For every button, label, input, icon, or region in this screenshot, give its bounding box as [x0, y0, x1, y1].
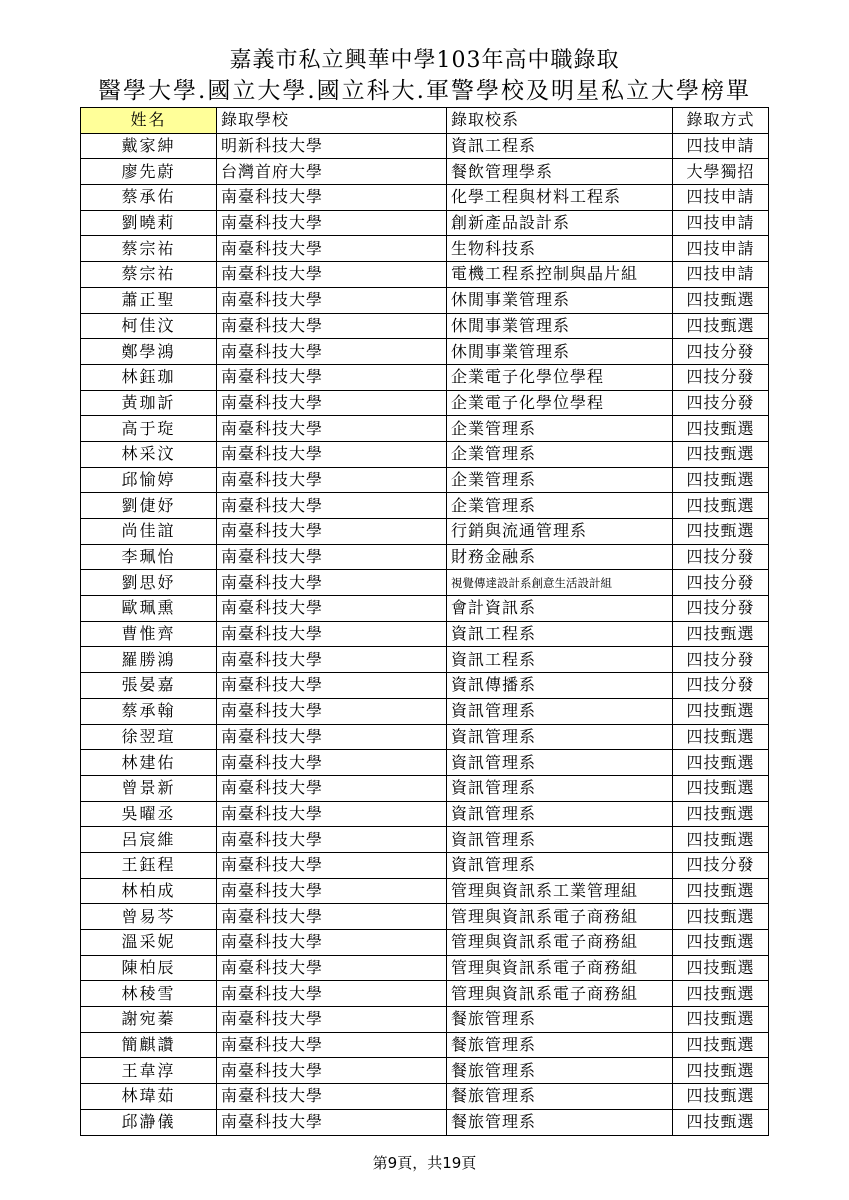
cell-method: 四技甄選 — [673, 955, 769, 981]
table-row — [81, 930, 769, 956]
cell-name: 柯佳汶 — [81, 313, 217, 339]
cell-name: 劉思妤 — [81, 570, 217, 596]
cell-school: 南臺科技大學 — [217, 1007, 447, 1033]
cell-method: 四技甄選 — [673, 724, 769, 750]
cell-department: 資訊管理系 — [447, 698, 673, 724]
table-row — [81, 467, 769, 493]
cell-name: 蔡宗祐 — [81, 236, 217, 262]
cell-name: 徐翌瑄 — [81, 724, 217, 750]
cell-method: 四技甄選 — [673, 1058, 769, 1084]
cell-school: 南臺科技大學 — [217, 364, 447, 390]
cell-name: 鄭學鴻 — [81, 339, 217, 365]
cell-name: 戴家紳 — [81, 133, 217, 159]
cell-name: 高于琁 — [81, 416, 217, 442]
cell-department: 休閒事業管理系 — [447, 339, 673, 365]
table-row — [81, 673, 769, 699]
cell-method: 四技甄選 — [673, 1032, 769, 1058]
cell-school: 南臺科技大學 — [217, 236, 447, 262]
cell-department: 企業管理系 — [447, 467, 673, 493]
cell-department: 電機工程系控制與晶片組 — [447, 262, 673, 288]
cell-method: 四技分發 — [673, 339, 769, 365]
table-row — [81, 364, 769, 390]
cell-school: 南臺科技大學 — [217, 519, 447, 545]
cell-method: 四技甄選 — [673, 930, 769, 956]
cell-name: 廖先蔚 — [81, 159, 217, 185]
cell-school: 南臺科技大學 — [217, 441, 447, 467]
cell-department: 資訊管理系 — [447, 827, 673, 853]
cell-method: 四技甄選 — [673, 467, 769, 493]
header-name: 姓名 — [81, 108, 217, 134]
cell-method: 四技申請 — [673, 133, 769, 159]
cell-name: 王鈺程 — [81, 852, 217, 878]
header-department: 錄取校系 — [447, 108, 673, 134]
cell-name: 蕭正聖 — [81, 287, 217, 313]
cell-school: 南臺科技大學 — [217, 878, 447, 904]
table-row — [81, 1032, 769, 1058]
cell-method: 四技申請 — [673, 210, 769, 236]
cell-department: 企業管理系 — [447, 441, 673, 467]
cell-department: 休閒事業管理系 — [447, 287, 673, 313]
cell-method: 四技甄選 — [673, 801, 769, 827]
table-row — [81, 801, 769, 827]
table-row — [81, 493, 769, 519]
cell-method: 四技分發 — [673, 596, 769, 622]
cell-name: 劉曉莉 — [81, 210, 217, 236]
table-row — [81, 133, 769, 159]
cell-method: 四技分發 — [673, 544, 769, 570]
cell-method: 四技分發 — [673, 673, 769, 699]
cell-department: 視覺傳達設計系創意生活設計組 — [447, 570, 673, 596]
cell-method: 四技甄選 — [673, 493, 769, 519]
cell-department: 企業電子化學位學程 — [447, 364, 673, 390]
cell-name: 林采汶 — [81, 441, 217, 467]
cell-name: 呂宸維 — [81, 827, 217, 853]
cell-school: 南臺科技大學 — [217, 647, 447, 673]
table-row — [81, 313, 769, 339]
cell-name: 簡麒讚 — [81, 1032, 217, 1058]
cell-method: 四技甄選 — [673, 827, 769, 853]
cell-name: 曾易芩 — [81, 904, 217, 930]
cell-department: 餐旅管理系 — [447, 1007, 673, 1033]
table-row — [81, 185, 769, 211]
cell-school: 南臺科技大學 — [217, 467, 447, 493]
cell-department: 管理與資訊系工業管理組 — [447, 878, 673, 904]
cell-method: 四技甄選 — [673, 1084, 769, 1110]
cell-department: 管理與資訊系電子商務組 — [447, 930, 673, 956]
cell-method: 四技甄選 — [673, 1109, 769, 1135]
cell-school: 南臺科技大學 — [217, 390, 447, 416]
cell-school: 南臺科技大學 — [217, 621, 447, 647]
cell-method: 四技甄選 — [673, 287, 769, 313]
cell-name: 尚佳誼 — [81, 519, 217, 545]
table-row — [81, 416, 769, 442]
cell-name: 蔡宗祐 — [81, 262, 217, 288]
table-row — [81, 827, 769, 853]
cell-method: 大學獨招 — [673, 159, 769, 185]
cell-method: 四技甄選 — [673, 750, 769, 776]
cell-method: 四技甄選 — [673, 981, 769, 1007]
cell-name: 邱瀞儀 — [81, 1109, 217, 1135]
cell-method: 四技甄選 — [673, 698, 769, 724]
cell-method: 四技分發 — [673, 390, 769, 416]
cell-department: 餐旅管理系 — [447, 1032, 673, 1058]
table-row — [81, 262, 769, 288]
cell-method: 四技甄選 — [673, 904, 769, 930]
cell-school: 南臺科技大學 — [217, 313, 447, 339]
table-row — [81, 1084, 769, 1110]
cell-school: 南臺科技大學 — [217, 1058, 447, 1084]
cell-department: 化學工程與材料工程系 — [447, 185, 673, 211]
table-row — [81, 159, 769, 185]
cell-method: 四技甄選 — [673, 1007, 769, 1033]
cell-school: 南臺科技大學 — [217, 287, 447, 313]
cell-school: 南臺科技大學 — [217, 801, 447, 827]
cell-method: 四技分發 — [673, 647, 769, 673]
cell-name: 邱愉婷 — [81, 467, 217, 493]
table-row — [81, 750, 769, 776]
cell-department: 資訊工程系 — [447, 621, 673, 647]
cell-method: 四技甄選 — [673, 775, 769, 801]
cell-name: 張晏嘉 — [81, 673, 217, 699]
cell-school: 南臺科技大學 — [217, 544, 447, 570]
cell-name: 謝宛蓁 — [81, 1007, 217, 1033]
table-row — [81, 878, 769, 904]
cell-name: 蔡承翰 — [81, 698, 217, 724]
page-footer: 第9頁，共19頁 — [372, 1154, 477, 1172]
cell-name: 林建佑 — [81, 750, 217, 776]
cell-method: 四技申請 — [673, 262, 769, 288]
cell-school: 南臺科技大學 — [217, 1084, 447, 1110]
cell-department: 休閒事業管理系 — [447, 313, 673, 339]
cell-department: 資訊管理系 — [447, 852, 673, 878]
cell-school: 明新科技大學 — [217, 133, 447, 159]
cell-school: 台灣首府大學 — [217, 159, 447, 185]
cell-school: 南臺科技大學 — [217, 262, 447, 288]
table-row — [81, 570, 769, 596]
cell-school: 南臺科技大學 — [217, 724, 447, 750]
cell-school: 南臺科技大學 — [217, 416, 447, 442]
cell-name: 吳曜丞 — [81, 801, 217, 827]
cell-school: 南臺科技大學 — [217, 827, 447, 853]
cell-school: 南臺科技大學 — [217, 981, 447, 1007]
cell-name: 溫采妮 — [81, 930, 217, 956]
cell-school: 南臺科技大學 — [217, 210, 447, 236]
cell-department: 資訊管理系 — [447, 775, 673, 801]
table-row — [81, 955, 769, 981]
cell-method: 四技甄選 — [673, 416, 769, 442]
cell-name: 曾景新 — [81, 775, 217, 801]
table-row — [81, 339, 769, 365]
table-row — [81, 441, 769, 467]
cell-school: 南臺科技大學 — [217, 775, 447, 801]
cell-school: 南臺科技大學 — [217, 698, 447, 724]
cell-name: 林稜雪 — [81, 981, 217, 1007]
cell-department: 資訊工程系 — [447, 133, 673, 159]
cell-method: 四技甄選 — [673, 519, 769, 545]
table-row — [81, 1058, 769, 1084]
cell-name: 黃珈訢 — [81, 390, 217, 416]
cell-name: 林鈺珈 — [81, 364, 217, 390]
cell-department: 管理與資訊系電子商務組 — [447, 955, 673, 981]
cell-name: 曹惟齊 — [81, 621, 217, 647]
header-method: 錄取方式 — [673, 108, 769, 134]
cell-school: 南臺科技大學 — [217, 339, 447, 365]
table-row — [81, 390, 769, 416]
table-row — [81, 287, 769, 313]
cell-school: 南臺科技大學 — [217, 930, 447, 956]
cell-name: 羅勝鴻 — [81, 647, 217, 673]
table-row — [81, 724, 769, 750]
cell-department: 資訊管理系 — [447, 750, 673, 776]
table-header-row — [81, 108, 769, 134]
document-subtitle: 醫學大學.國立大學.國立科大.軍警學校及明星私立大學榜單 — [98, 78, 751, 104]
cell-method: 四技甄選 — [673, 313, 769, 339]
table-row — [81, 1109, 769, 1135]
table-row — [81, 981, 769, 1007]
table-row — [81, 904, 769, 930]
table-row — [81, 544, 769, 570]
cell-department: 財務金融系 — [447, 544, 673, 570]
cell-method: 四技甄選 — [673, 621, 769, 647]
cell-method: 四技申請 — [673, 236, 769, 262]
cell-school: 南臺科技大學 — [217, 493, 447, 519]
cell-school: 南臺科技大學 — [217, 673, 447, 699]
cell-department: 餐飲管理學系 — [447, 159, 673, 185]
header-school: 錄取學校 — [217, 108, 447, 134]
cell-department: 管理與資訊系電子商務組 — [447, 981, 673, 1007]
cell-school: 南臺科技大學 — [217, 185, 447, 211]
cell-name: 林柏成 — [81, 878, 217, 904]
cell-department: 資訊管理系 — [447, 801, 673, 827]
cell-department: 管理與資訊系電子商務組 — [447, 904, 673, 930]
cell-name: 歐珮熏 — [81, 596, 217, 622]
cell-school: 南臺科技大學 — [217, 750, 447, 776]
cell-school: 南臺科技大學 — [217, 570, 447, 596]
table-row — [81, 647, 769, 673]
table-row — [81, 775, 769, 801]
cell-department: 創新產品設計系 — [447, 210, 673, 236]
cell-department: 企業管理系 — [447, 416, 673, 442]
table-row — [81, 210, 769, 236]
table-row — [81, 236, 769, 262]
cell-school: 南臺科技大學 — [217, 596, 447, 622]
cell-department: 企業電子化學位學程 — [447, 390, 673, 416]
cell-method: 四技分發 — [673, 364, 769, 390]
cell-school: 南臺科技大學 — [217, 1109, 447, 1135]
cell-name: 李珮怡 — [81, 544, 217, 570]
cell-department: 餐旅管理系 — [447, 1084, 673, 1110]
cell-school: 南臺科技大學 — [217, 852, 447, 878]
cell-department: 會計資訊系 — [447, 596, 673, 622]
table-row — [81, 1007, 769, 1033]
cell-method: 四技甄選 — [673, 441, 769, 467]
cell-school: 南臺科技大學 — [217, 955, 447, 981]
cell-department: 企業管理系 — [447, 493, 673, 519]
cell-department: 生物科技系 — [447, 236, 673, 262]
table-row — [81, 621, 769, 647]
cell-name: 王韋淳 — [81, 1058, 217, 1084]
table-row — [81, 596, 769, 622]
cell-school: 南臺科技大學 — [217, 904, 447, 930]
cell-department: 餐旅管理系 — [447, 1109, 673, 1135]
cell-method: 四技分發 — [673, 570, 769, 596]
cell-school: 南臺科技大學 — [217, 1032, 447, 1058]
table-row — [81, 519, 769, 545]
cell-method: 四技甄選 — [673, 878, 769, 904]
cell-department: 餐旅管理系 — [447, 1058, 673, 1084]
cell-name: 蔡承佑 — [81, 185, 217, 211]
cell-department: 資訊工程系 — [447, 647, 673, 673]
table-row — [81, 852, 769, 878]
cell-department: 資訊傳播系 — [447, 673, 673, 699]
admission-table — [80, 107, 769, 1136]
cell-method: 四技申請 — [673, 185, 769, 211]
cell-department: 資訊管理系 — [447, 724, 673, 750]
cell-name: 陳柏辰 — [81, 955, 217, 981]
cell-name: 林瑋茹 — [81, 1084, 217, 1110]
cell-department: 行銷與流通管理系 — [447, 519, 673, 545]
document-title: 嘉義市私立興華中學103年高中職錄取 — [229, 48, 620, 73]
cell-method: 四技分發 — [673, 852, 769, 878]
cell-name: 劉倢妤 — [81, 493, 217, 519]
table-row — [81, 698, 769, 724]
